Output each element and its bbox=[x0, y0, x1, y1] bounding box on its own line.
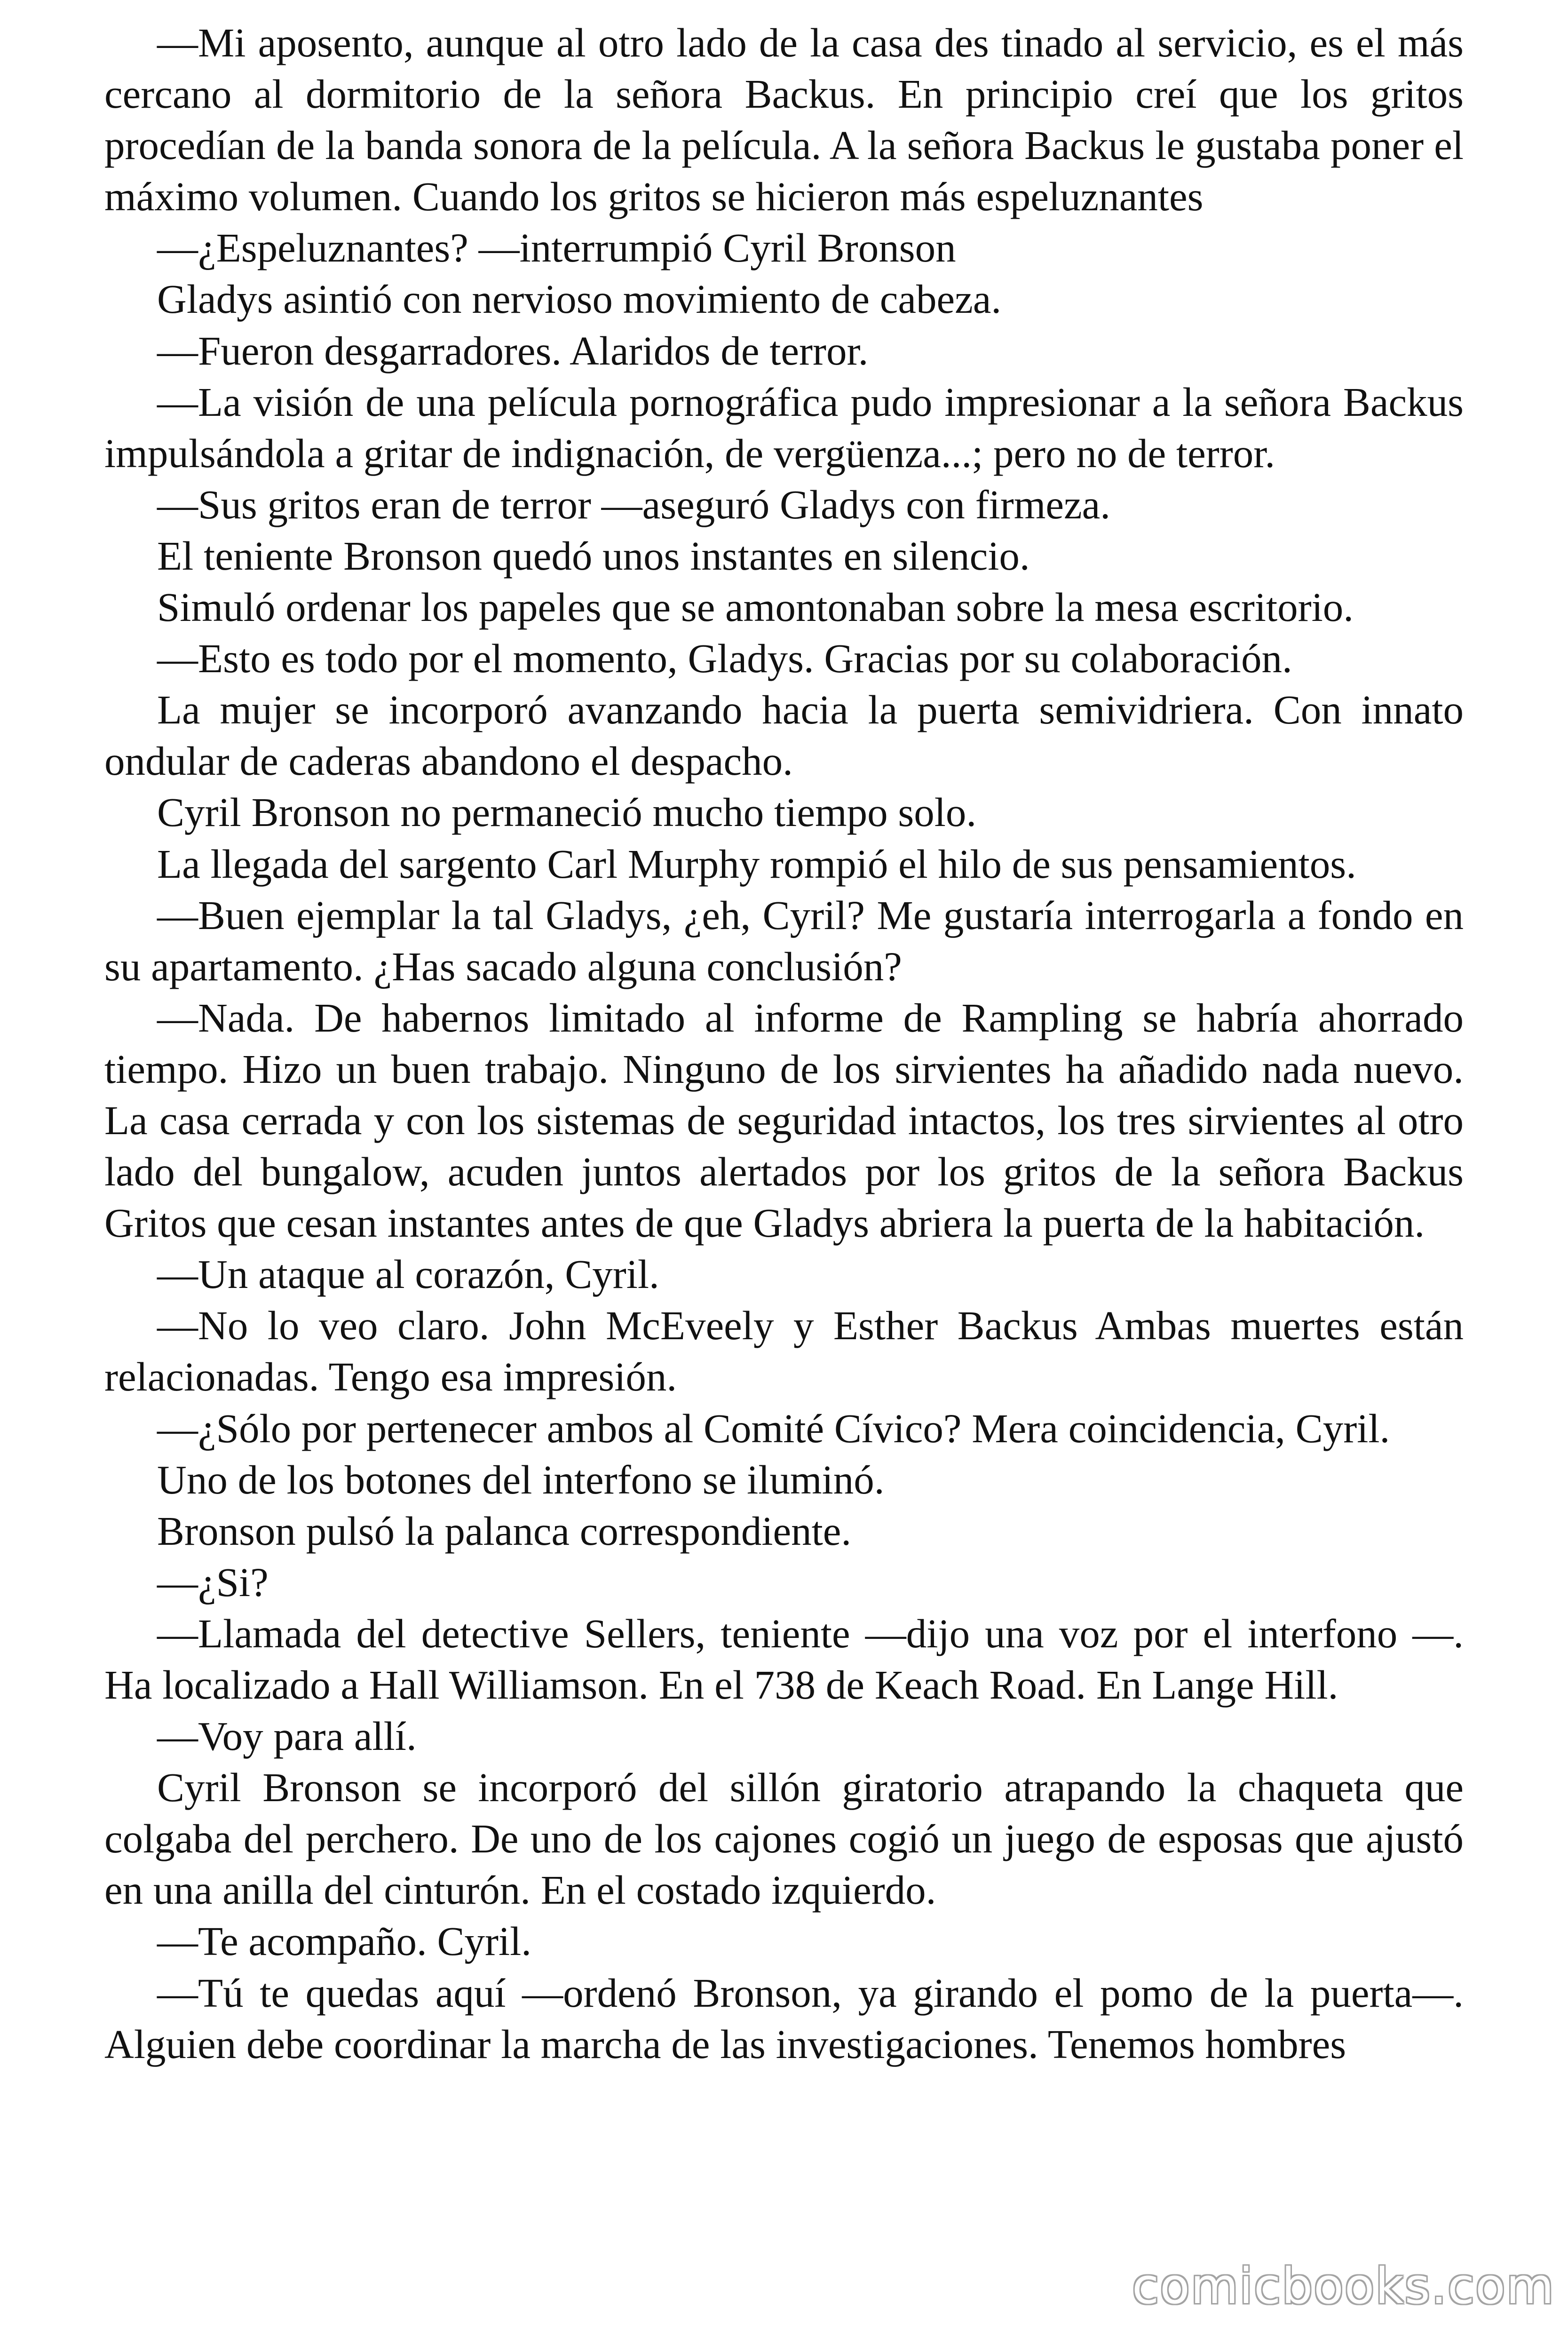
paragraph: La llegada del sargento Carl Murphy rompió el hilo de sus pensamientos. bbox=[157, 841, 1356, 887]
paragraph: —¿Espeluznantes? —interrumpió Cyril Bronson bbox=[157, 225, 956, 271]
paragraph: —Tú te quedas aquí —ordenó Bronson, ya girando el pomo de la puerta—. Alguien debe coordinar la marcha de las investigaciones. Tenemos hombres bbox=[104, 1970, 1464, 2067]
watermark: comicbooks.com bbox=[1132, 2257, 1555, 2315]
paragraph: —No lo veo claro. John McEveely y Esther Backus Ambas muertes están relacionadas. Tengo esa impresión. bbox=[104, 1303, 1464, 1400]
book-page-text bbox=[104, 17, 1464, 2070]
paragraph: Bronson pulsó la palanca correspondiente. bbox=[157, 1508, 852, 1554]
paragraph: —Mi aposento, aunque al otro lado de la casa des tinado al servicio, es el más cercano al dormitorio de la señora Backus. En principio creí que los gritos procedían de la banda sonora de la película. A la señora Backus le gustaba poner el máximo volumen. Cuando los gritos se hicieron más espeluznantes bbox=[104, 20, 1464, 220]
paragraph: —Buen ejemplar la tal Gladys, ¿eh, Cyril? Me gustaría interrogarla a fondo en su apartamento. ¿Has sacado alguna conclusión? bbox=[104, 892, 1464, 989]
paragraph: Cyril Bronson se incorporó del sillón giratorio atrapando la chaqueta que colgaba del perchero. De uno de los cajones cogió un juego de esposas que ajustó en una anilla del cinturón. En el costado izquierdo. bbox=[104, 1764, 1464, 1913]
paragraph: La mujer se incorporó avanzando hacia la puerta semividriera. Con innato ondular de caderas abandono el despacho. bbox=[104, 687, 1464, 784]
paragraph: —Un ataque al corazón, Cyril. bbox=[157, 1251, 659, 1297]
paragraph: El teniente Bronson quedó unos instantes en silencio. bbox=[157, 532, 1030, 579]
paragraph: —Sus gritos eran de terror —aseguró Gladys con firmeza. bbox=[157, 481, 1110, 527]
paragraph: —Nada. De habernos limitado al informe de Rampling se habría ahorrado tiempo. Hizo un buen trabajo. Ninguno de los sirvientes ha añadido nada nuevo. La casa cerrada y con los sistemas de seguridad intactos, los tres sirvientes al otro lado del bungalow, acuden juntos alertados por los gritos de la señora Backus Gritos que cesan instantes antes de que Gladys abriera la puerta de la habitación. bbox=[104, 994, 1464, 1246]
paragraph: Uno de los botones del interfono se iluminó. bbox=[157, 1456, 885, 1502]
paragraph: —Voy para allí. bbox=[157, 1713, 417, 1759]
paragraph: —Fueron desgarradores. Alaridos de terror. bbox=[157, 327, 869, 373]
paragraph: —Te acompaño. Cyril. bbox=[157, 1918, 532, 1964]
paragraph: Gladys asintió con nervioso movimiento de cabeza. bbox=[157, 276, 1002, 322]
paragraph: —¿Si? bbox=[157, 1559, 269, 1605]
paragraph: Cyril Bronson no permaneció mucho tiempo solo. bbox=[157, 789, 977, 835]
paragraph: —Llamada del detective Sellers, teniente —dijo una voz por el interfono —. Ha localizado a Hall Williamson. En el 738 de Keach Road. En Lange Hill. bbox=[104, 1610, 1464, 1708]
paragraph: Simuló ordenar los papeles que se amontonaban sobre la mesa escritorio. bbox=[157, 584, 1354, 630]
paragraph: —¿Sólo por pertenecer ambos al Comité Cívico? Mera coincidencia, Cyril. bbox=[157, 1405, 1390, 1451]
paragraph: —Esto es todo por el momento, Gladys. Gracias por su colaboración. bbox=[157, 636, 1292, 682]
paragraph: —La visión de una película pornográfica pudo impresionar a la señora Backus impulsándola a gritar de indignación, de vergüenza...; pero no de terror. bbox=[104, 379, 1464, 476]
